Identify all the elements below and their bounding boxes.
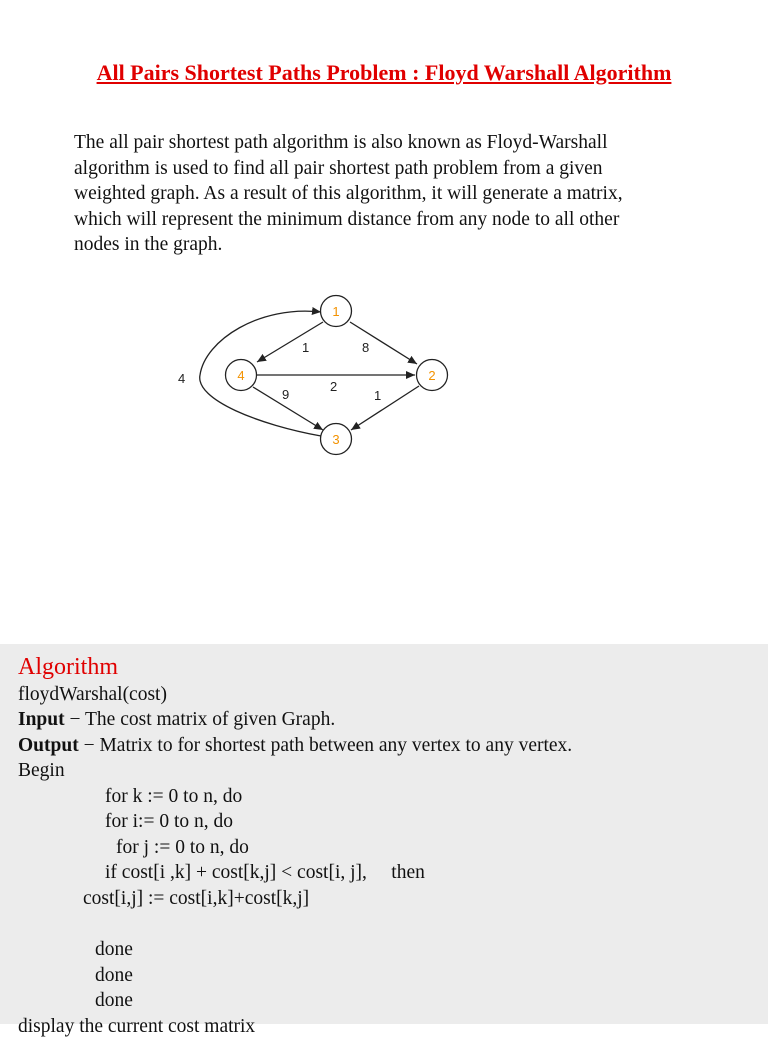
page-title: All Pairs Shortest Paths Problem : Floyd Warshall Algorithm [96, 60, 672, 85]
done-keyword: done [95, 965, 133, 986]
graph-node-4 [226, 360, 257, 391]
edge-1-4 [257, 322, 323, 362]
weight-label-1-2: 8 [362, 340, 370, 355]
done-keyword: done [95, 990, 133, 1011]
done-keyword: done [95, 939, 133, 960]
graph-node-3 [321, 424, 352, 455]
edge-1-2 [350, 322, 417, 364]
assignment: cost[i,j] := cost[i,k]+cost[k,j] [83, 888, 310, 909]
algorithm-heading: Algorithm [18, 654, 118, 680]
output-line [18, 735, 572, 757]
intro-line: nodes in the graph. [74, 234, 223, 255]
node-label-1: 1 [332, 304, 340, 319]
input-label: Input [18, 709, 65, 730]
intro-line: algorithm is used to find all pair shortest path problem from a given [74, 157, 603, 179]
intro-paragraph [74, 130, 714, 258]
output-label: Output [18, 735, 79, 756]
loop-i: for i:= 0 to n, do [105, 811, 233, 832]
input-line [18, 709, 335, 731]
weight-label-1-4: 1 [302, 340, 310, 355]
loop-k: for k := 0 to n, do [105, 786, 243, 807]
node-label-3: 3 [332, 432, 340, 447]
intro-line: The all pair shortest path algorithm is also known as Floyd-Warshall [74, 132, 608, 153]
node-label-2: 2 [428, 368, 436, 383]
weight-label-2-3: 1 [374, 388, 382, 403]
output-text: − Matrix to for shortest path between any vertex to any vertex. [78, 735, 573, 756]
weight-label-4-2: 2 [330, 379, 338, 394]
intro-line: which will represent the minimum distance from any node to all other [74, 208, 620, 230]
display-line: display the current cost matrix [18, 1016, 256, 1037]
if-condition: if cost[i ,k] + cost[k,j] < cost[i, j], then [105, 862, 425, 883]
algorithm-signature: floydWarshal(cost) [18, 684, 167, 705]
input-text: − The cost matrix of given Graph. [64, 709, 336, 730]
node-label-4: 4 [237, 368, 245, 383]
loop-j: for j := 0 to n, do [116, 837, 249, 858]
weight-label-4-3: 9 [282, 387, 290, 402]
weight-label-3-1: 4 [178, 371, 186, 386]
algorithm-panel [0, 644, 768, 1037]
graph-node-2 [417, 360, 448, 391]
edge-2-3 [351, 386, 419, 430]
begin-keyword: Begin [18, 760, 65, 781]
graph-diagram [160, 280, 460, 465]
graph-node-1 [321, 296, 352, 327]
intro-line: weighted graph. As a result of this algorithm, it will generate a matrix, [74, 183, 623, 204]
